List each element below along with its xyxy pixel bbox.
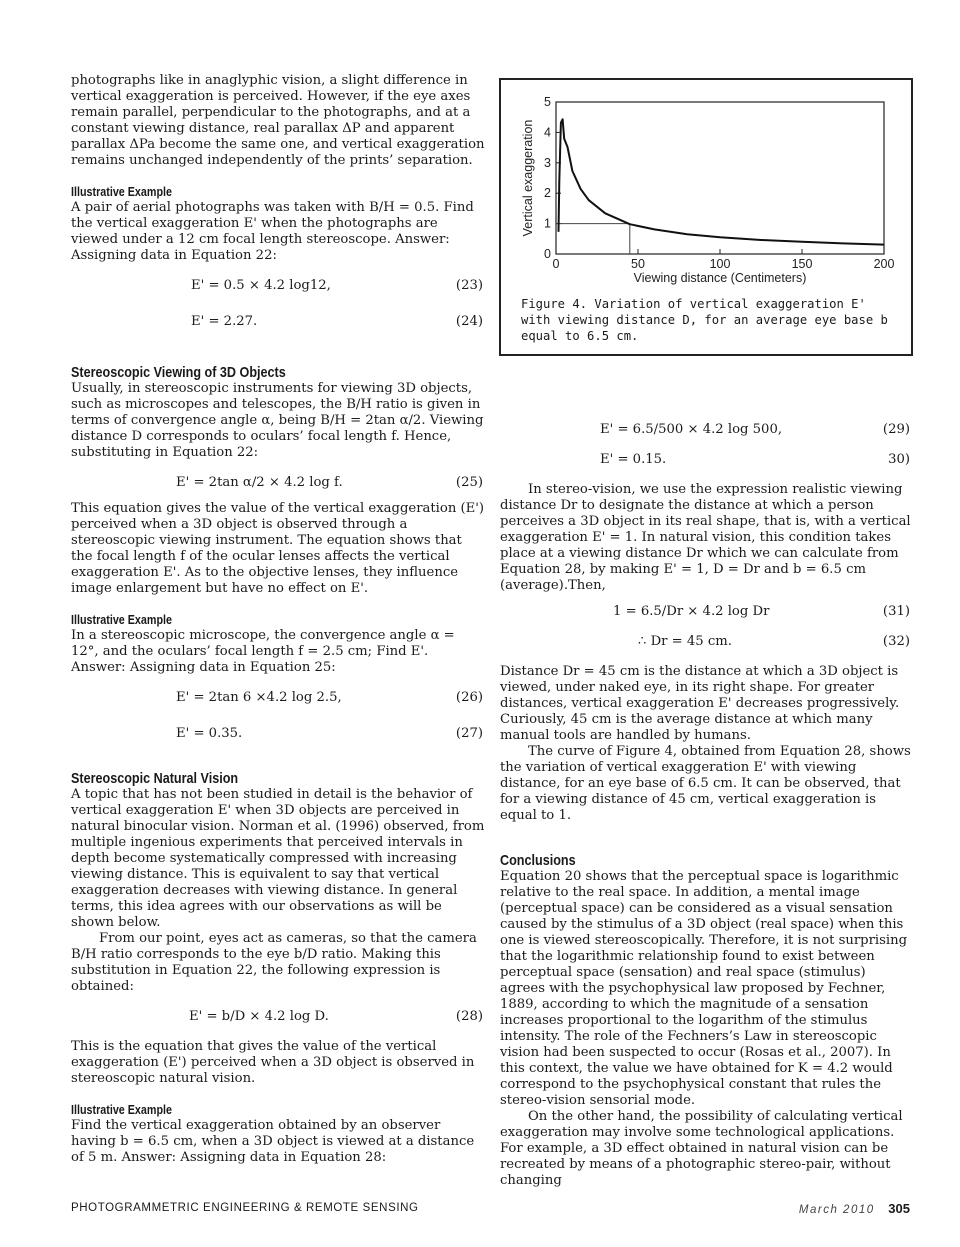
page-number: 305 — [888, 1201, 910, 1216]
figure-reference-text: The curve of Figure 4, obtained from Equation 28, shows the variation of vertical exaggeration E' with viewing distance, for an eye base of 6.5 cm. It can be observed, that for a viewing distance of 45 cm, vertical exaggeration is equal to 1. — [500, 744, 911, 823]
equation-expression: E' = 0.15. — [600, 452, 667, 467]
equation-number: (31) — [882, 604, 910, 619]
figure-caption: Figure 4. Variation of vertical exaggeration E' with viewing distance D, for an average eye base b equal to 6.5 cm. — [521, 297, 888, 343]
equation-number: (27) — [455, 726, 483, 741]
equation-expression: E' = 2.27. — [191, 314, 258, 329]
series-line — [559, 119, 885, 244]
equation-expression: E' = b/D × 4.2 log D. — [189, 1009, 329, 1024]
x-tick-label: 50 — [631, 257, 645, 271]
conclusions-text-2: On the other hand, the possibility of calculating vertical exaggeration may involve some technological applications. For example, a 3D effect obtained in natural vision can be recreated by means of a photographic stereo-pair, without changing — [500, 1109, 903, 1188]
equation-32 — [500, 634, 912, 650]
equation-expression: 1 = 6.5/Dr × 4.2 log Dr — [613, 604, 770, 619]
equation-expression: E' = 0.35. — [176, 726, 243, 741]
equation-expression: E' = 0.5 × 4.2 log12, — [191, 278, 331, 293]
equation-number: (24) — [455, 314, 483, 329]
example-heading: Illustrative Example — [71, 613, 172, 627]
equation-number: (25) — [455, 475, 483, 490]
equation-number: (26) — [455, 690, 483, 705]
x-tick-label: 0 — [552, 257, 560, 271]
section-3d-text-2: This equation gives the value of the vertical exaggeration (E') perceived when a 3D object is observed through a stereoscopic viewing instrument. The equation shows that the focal length f of the ocular lenses affects the vertical exaggeration E'. As to the objective lenses, they influence image enlargement but have no effect on E'. — [71, 501, 485, 596]
example-text: Find the vertical exaggeration obtained by an observer having b = 6.5 cm, when a 3D object is viewed at a distance of 5 m. Answer: Assigning data in Equation 28: — [71, 1118, 475, 1165]
equation-25 — [71, 475, 485, 491]
realistic-distance-text: In stereo-vision, we use the expression realistic viewing distance Dr to designate the distance at which a person perceives a 3D object in its real shape, that is, with a vertical exaggeration E' = 1. In natural vision, this condition takes place at a viewing distance Dr which we can calculate from Equation 28, by making E' = 1, D = Dr and b = 6.5 cm (average).Then, — [500, 482, 911, 593]
vertical-exaggeration-chart — [501, 80, 911, 290]
equation-number: (32) — [882, 634, 910, 649]
chart-axes — [521, 95, 894, 285]
conclusions-text: Equation 20 shows that the perceptual space is logarithmic relative to the real space. In addition, a mental image (perceptual space) can be considered as a visual sensation caused by the stimulus of a 3D object (real space) when this one is viewed stereoscopically. Therefore, it is not surprising that the logarithmic relationship found to exist between perceptual space (sensation) and real space (stimulus) agrees with the psychophysical law proposed by Fechner, 1889, according to which the magnitude of a sensation increases proportional to the logarithm of the stimulus intensity. The role of the Fechners’s Law in stereoscopic vision had been suspected to occur (Rosas et al., 2007). In this context, the value we have obtained for K = 4.2 would correspond to the psychophysical constant that rules the stereo-vision sensorial mode. — [500, 869, 908, 1108]
equation-number: (28) — [455, 1009, 483, 1024]
section-3d-text: Usually, in stereoscopic instruments for viewing 3D objects, such as microscopes and telescopes, the B/H ratio is given in terms of convergence angle α, being B/H = 2tan α/2. Viewing distance D corresponds to oculars’ focal length f. Hence, substituting in Equation 22: — [71, 381, 484, 460]
x-tick-label: 100 — [709, 257, 731, 271]
section-heading-conclusions: Conclusions — [500, 852, 576, 869]
equation-29 — [500, 422, 912, 438]
y-axis-label: Vertical exaggeration — [521, 119, 535, 237]
section-heading-3d-objects: Stereoscopic Viewing of 3D Objects — [71, 364, 286, 381]
natural-vision-text: A topic that has not been studied in detail is the behavior of vertical exaggeration E' when 3D objects are perceived in natural binocular vision. Norman et al. (1996) observed, from multiple ingenious experiments that perceived intervals in depth become systematically compressed with increasing viewing distance. This is equivalent to say that vertical exaggeration decreases with viewing distance. In general terms, this idea agrees with our observations as will be shown below. — [71, 787, 485, 930]
example-text: A pair of aerial photographs was taken with B/H = 0.5. Find the vertical exaggeration E' when the photographs are viewed under a 12 cm focal length stereoscope. Answer: Assigning data in Equation 22: — [71, 200, 474, 263]
example-heading: Illustrative Example — [71, 1103, 172, 1117]
section-heading-natural-vision: Stereoscopic Natural Vision — [71, 770, 239, 787]
x-tick-label: 200 — [873, 257, 895, 271]
equation-31 — [500, 604, 912, 620]
natural-vision-text-2: From our point, eyes act as cameras, so that the camera B/H ratio corresponds to the eye b/D ratio. Making this substitution in Equation 22, the following expression is obtained: — [71, 931, 477, 994]
x-axis-label: Viewing distance (Centimeters) — [633, 271, 807, 285]
figure-4 — [499, 78, 913, 356]
x-tick-label: 150 — [791, 257, 813, 271]
equation-expression: ∴ Dr = 45 cm. — [638, 634, 732, 649]
equation-expression: E' = 6.5/500 × 4.2 log 500, — [600, 422, 783, 437]
chart-marks — [556, 119, 884, 254]
equation-30 — [500, 452, 912, 468]
intro-paragraph: photographs like in anaglyphic vision, a slight difference in vertical exaggeration is perceived. However, if the eye axes remain parallel, perpendicular to the photographs, and at a constant viewing distance, real parallax ΔP and apparent parallax ΔPa become the same one, and vertical exaggeration remains unchanged independently of the prints’ separation. — [71, 73, 485, 168]
equation-number: 30) — [888, 452, 910, 467]
right-column — [500, 422, 912, 1189]
y-tick-label: 1 — [544, 216, 551, 231]
journal-name: PHOTOGRAMMETRIC ENGINEERING & REMOTE SENSING — [71, 1202, 419, 1214]
page-footer — [799, 1201, 910, 1216]
equation-number: (29) — [882, 422, 910, 437]
equation-number: (23) — [455, 278, 483, 293]
example-heading: Illustrative Example — [71, 185, 172, 199]
equation-24 — [71, 314, 485, 330]
example-text: In a stereoscopic microscope, the convergence angle α = 12°, and the oculars’ focal length f = 2.5 cm; Find E'. Answer: Assigning data in Equation 25: — [71, 628, 455, 675]
natural-vision-text-3: This is the equation that gives the value of the vertical exaggeration (E') perceived when a 3D object is observed in stereoscopic natural vision. — [71, 1039, 475, 1086]
equation-23 — [71, 278, 485, 294]
equation-27 — [71, 726, 485, 742]
y-tick-label: 5 — [544, 95, 551, 109]
equation-26 — [71, 690, 485, 706]
equation-expression: E' = 2tan 6 ×4.2 log 2.5, — [176, 690, 342, 705]
plot-frame — [556, 102, 884, 254]
distance-text: Distance Dr = 45 cm is the distance at which a 3D object is viewed, under naked eye, in its right shape. For greater distances, vertical exaggeration E' decreases progressively. Curiously, 45 cm is the average distance at which many manual tools are handled by humans. — [500, 664, 900, 743]
y-tick-label: 0 — [544, 247, 551, 261]
issue-date: March 2010 — [798, 1204, 875, 1216]
equation-expression: E' = 2tan α/2 × 4.2 log f. — [176, 475, 343, 490]
left-column — [71, 73, 485, 1166]
y-tick-label: 3 — [544, 155, 551, 170]
y-tick-label: 4 — [544, 125, 551, 140]
equation-28 — [71, 1009, 485, 1025]
y-tick-label: 2 — [544, 186, 551, 201]
